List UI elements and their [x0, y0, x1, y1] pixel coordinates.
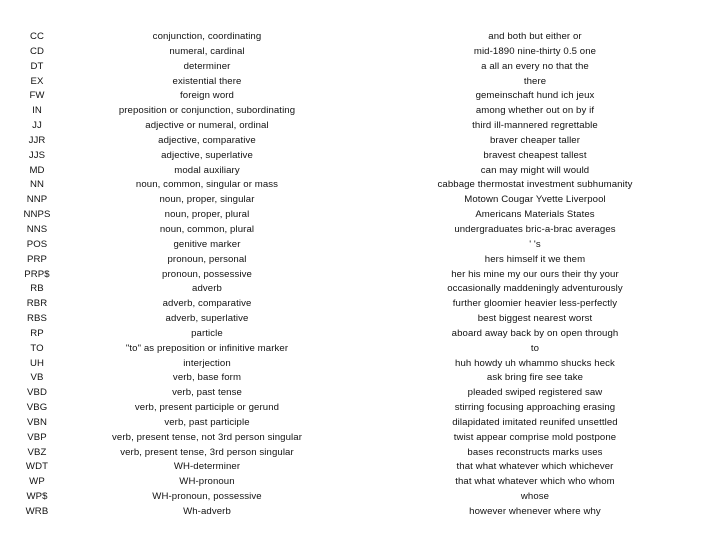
tag-description: pronoun, possessive [162, 268, 252, 280]
tag-row [0, 134, 720, 149]
tag-code: RBS [26, 313, 48, 325]
tag-description: noun, common, plural [159, 223, 255, 235]
tag-description: modal auxiliary [174, 164, 240, 176]
tag-code: WDT [25, 461, 49, 473]
tag-examples: and both but either or [488, 31, 582, 42]
tag-examples: third ill-mannered regrettable [472, 120, 598, 132]
tag-description: adverb, superlative [165, 313, 249, 325]
tag-description: existential there [172, 75, 242, 87]
tag-code: VB [30, 372, 44, 384]
tag-examples: that what whatever which whichever [456, 461, 614, 473]
tag-row [0, 45, 720, 60]
tag-examples: hers himself it we them [484, 253, 586, 265]
tag-row [0, 297, 720, 312]
tag-code: VBD [26, 387, 48, 399]
tag-description: foreign word [180, 90, 234, 102]
tag-examples: there [523, 75, 547, 87]
tag-examples: among whether out on by if [475, 105, 595, 117]
tag-description: verb, past participle [164, 416, 250, 428]
tag-description: pronoun, personal [167, 253, 247, 265]
tag-code: NN [29, 179, 45, 191]
tag-examples: to [530, 342, 540, 354]
tag-description: determiner [183, 60, 231, 72]
tag-examples: ask bring fire see take [486, 372, 584, 384]
tag-description: conjunction, coordinating [152, 31, 262, 42]
tag-code: VBZ [27, 446, 47, 458]
tag-row [0, 119, 720, 134]
tag-examples: however whenever where why [469, 506, 601, 517]
tag-examples: dilapidated imitated reunifed unsettled [452, 416, 618, 428]
tag-code: RBR [26, 298, 48, 310]
tag-code: PRP$ [24, 268, 50, 280]
tag-row [0, 238, 720, 253]
tag-code: CD [29, 45, 45, 57]
tag-description: adverb [192, 283, 222, 295]
tag-row [0, 193, 720, 208]
tag-description: noun, proper, plural [164, 209, 250, 221]
tag-examples: twist appear comprise mold postpone [453, 431, 617, 443]
tag-examples: aboard away back by on open through [451, 327, 619, 339]
tag-row [0, 312, 720, 327]
tag-description: noun, common, singular or mass [135, 179, 279, 191]
tag-row [0, 371, 720, 386]
tag-code: EX [30, 75, 44, 87]
tag-description: verb, past tense [172, 387, 242, 399]
tag-description: verb, present tense, 3rd person singular [120, 446, 294, 458]
tag-examples: her his mine my our ours their thy your [451, 268, 619, 280]
tag-row [0, 268, 720, 283]
tag-row [0, 475, 720, 490]
tag-code: VBP [27, 431, 47, 443]
tag-description: genitive marker [173, 238, 241, 250]
tag-code: JJR [28, 134, 46, 146]
tag-description: numeral, cardinal [169, 45, 245, 57]
tag-row [0, 89, 720, 104]
tag-row [0, 149, 720, 164]
tag-description: Wh-adverb [183, 506, 231, 517]
tag-row [0, 327, 720, 342]
tag-row [0, 342, 720, 357]
tag-examples: Americans Materials States [475, 209, 595, 221]
tag-examples: pleaded swiped registered saw [467, 387, 603, 399]
tag-description: WH-pronoun, possessive [152, 491, 262, 503]
tag-code: CC [29, 31, 45, 42]
tag-code: DT [30, 60, 44, 72]
tag-code: FW [29, 90, 45, 102]
tag-examples: whose [520, 491, 550, 503]
tag-description: WH-pronoun [179, 476, 235, 488]
tag-examples: huh howdy uh whammo shucks heck [455, 357, 615, 369]
tag-description: adjective, superlative [161, 149, 253, 161]
tag-code: UH [29, 357, 45, 369]
tag-row [0, 178, 720, 193]
tag-examples: a all an every no that the [481, 60, 589, 72]
tag-row [0, 386, 720, 401]
tag-row [0, 164, 720, 179]
tag-code: POS [26, 238, 48, 250]
tag-code: JJ [32, 120, 42, 132]
tag-code: WP [29, 476, 45, 488]
tag-code: PRP [26, 253, 48, 265]
tag-description: adjective, comparative [158, 134, 256, 146]
tag-row [0, 104, 720, 119]
tag-examples: bravest cheapest tallest [483, 149, 587, 161]
tag-code: JJS [28, 149, 46, 161]
tag-description: noun, proper, singular [159, 194, 255, 206]
tag-row [0, 223, 720, 238]
tag-examples: ' 's [529, 238, 541, 250]
tag-code: WP$ [26, 491, 48, 503]
tag-code: NNPS [23, 209, 51, 221]
tag-description: particle [191, 327, 223, 339]
tag-code: IN [32, 105, 42, 117]
pos-tag-table [0, 30, 720, 520]
tag-examples: undergraduates bric-a-brac averages [454, 223, 616, 235]
tag-row [0, 75, 720, 90]
tag-row [0, 416, 720, 431]
tag-description: "to" as preposition or infinitive marker [125, 342, 289, 354]
tag-description: adverb, comparative [162, 298, 252, 310]
tag-description: preposition or conjunction, subordinating [118, 105, 296, 117]
tag-examples: braver cheaper taller [489, 134, 581, 146]
tag-description: verb, present participle or gerund [134, 402, 280, 414]
tag-row [0, 208, 720, 223]
tag-description: interjection [183, 357, 231, 369]
tag-description: verb, base form [172, 372, 242, 384]
tag-examples: gemeinschaft hund ich jeux [475, 90, 595, 102]
tag-description: adjective or numeral, ordinal [145, 120, 269, 132]
tag-code: RB [30, 283, 44, 295]
tag-examples: bases reconstructs marks uses [467, 446, 603, 458]
tag-code: NNP [26, 194, 48, 206]
tag-row [0, 282, 720, 297]
tag-code: MD [29, 164, 45, 176]
tag-row [0, 30, 720, 45]
tag-row [0, 446, 720, 461]
tag-description: verb, present tense, not 3rd person singular [112, 431, 302, 443]
tag-examples: mid-1890 nine-thirty 0.5 one [473, 45, 597, 57]
tag-code: TO [30, 342, 44, 354]
tag-examples: best biggest nearest worst [477, 313, 593, 325]
tag-row [0, 60, 720, 75]
tag-code: VBN [26, 416, 48, 428]
tag-row [0, 431, 720, 446]
tag-examples: cabbage thermostat investment subhumanity [437, 179, 633, 191]
tag-code: VBG [26, 402, 48, 414]
tag-code: WRB [25, 506, 49, 517]
tag-examples: further gloomier heavier less-perfectly [452, 298, 618, 310]
tag-row [0, 460, 720, 475]
tag-examples: that what whatever which who whom [455, 476, 615, 488]
tag-code: RP [30, 327, 44, 339]
tag-description: WH-determiner [173, 461, 241, 473]
tag-row [0, 401, 720, 416]
tag-row [0, 357, 720, 372]
tag-row [0, 505, 720, 520]
tag-examples: can may might will would [480, 164, 590, 176]
tag-examples: Motown Cougar Yvette Liverpool [464, 194, 606, 206]
tag-examples: occasionally maddeningly adventurously [447, 283, 623, 295]
tag-examples: stirring focusing approaching erasing [454, 402, 616, 414]
tag-row [0, 253, 720, 268]
tag-row [0, 490, 720, 505]
tag-code: NNS [26, 223, 48, 235]
